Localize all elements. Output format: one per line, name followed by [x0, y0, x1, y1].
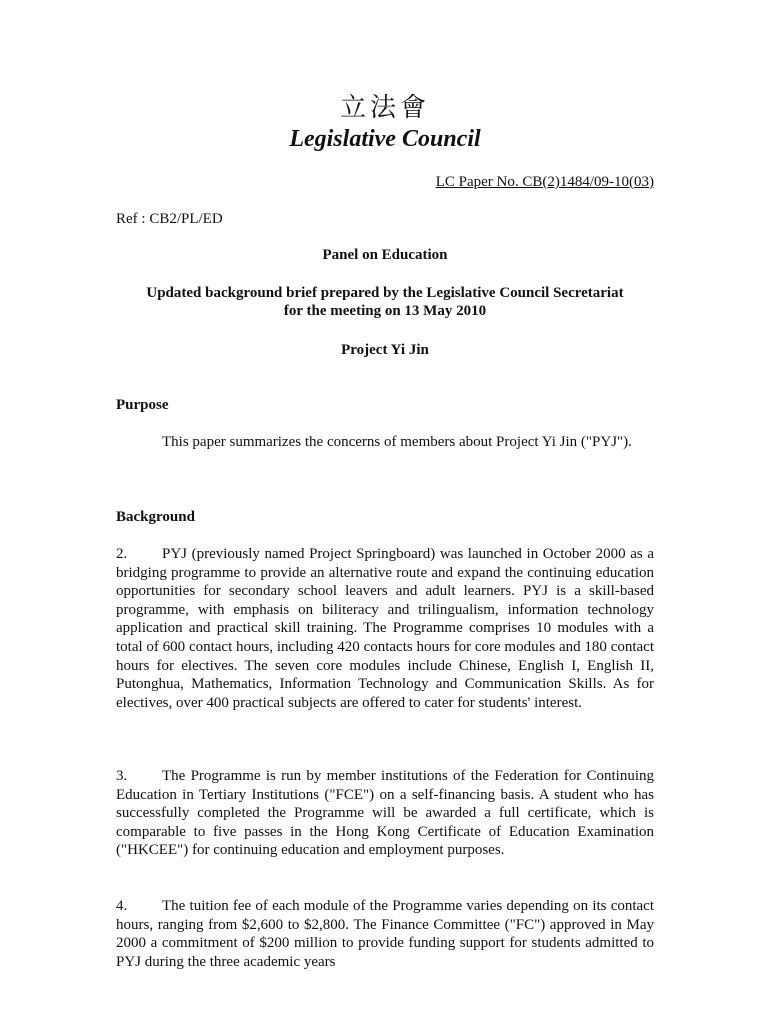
purpose-paragraph	[116, 433, 654, 452]
paragraph-text: The Programme is run by member institutions of the Federation for Continuing Education in Tertiary Institutions ("FCE") on a self-financing basis. A student who has successfully completed the Programme will be awarded a full certificate, which is comparable to five passes in the Hong Kong Certificate of Education Examination ("HKCEE") for continuing education and employment purposes.	[116, 768, 654, 859]
brief-title-line-2: for the meeting on 13 May 2010	[283, 303, 487, 319]
paragraph-text: PYJ (previously named Project Springboard) was launched in October 2000 as a bridging programme to provide an alternative route and expand the continuing education opportunities for secondary school leavers and adult learners. PYJ is a skill-based programme, with emphasis on biliteracy and trilingualism, information technology application and practical skill training. The Programme comprises 10 modules with a total of 600 contact hours, including 420 contacts hours for core modules and 180 contact hours for electives. The seven core modules include Chinese, English I, English II, Putonghua, Mathematics, Information Technology and Communication Skills. As for electives, over 400 practical subjects are offered to cater for students' interest.	[116, 546, 654, 711]
project-title: Project Yi Jin	[341, 342, 429, 358]
chinese-council-title: 立法會	[339, 93, 430, 123]
panel-title: Panel on Education	[322, 247, 448, 263]
lc-paper-number: LC Paper No. CB(2)1484/09-10(03)	[435, 174, 654, 190]
reference-line: Ref : CB2/PL/ED	[116, 211, 223, 227]
english-council-title: Legislative Council	[289, 126, 481, 152]
paragraph-number: 4.	[116, 898, 128, 914]
purpose-heading: Purpose	[116, 397, 169, 413]
paragraph-3	[116, 767, 654, 860]
paragraph-4	[116, 897, 654, 971]
purpose-text: This paper summarizes the concerns of members about Project Yi Jin ("PYJ").	[162, 434, 632, 450]
paragraph-number: 2.	[116, 546, 128, 562]
paragraph-2	[116, 545, 654, 712]
paragraph-text: The tuition fee of each module of the Programme varies depending on its contact hours, ranging from $2,600 to $2,800. The Finance Committee ("FC") approved in May 2000 a commitment of $200 million to provide funding support for students admitted to PYJ during the three academic years	[116, 898, 654, 970]
brief-title-line-1: Updated background brief prepared by the Legislative Council Secretariat	[146, 285, 624, 301]
paragraph-number: 3.	[116, 768, 128, 784]
background-heading: Background	[116, 509, 195, 525]
